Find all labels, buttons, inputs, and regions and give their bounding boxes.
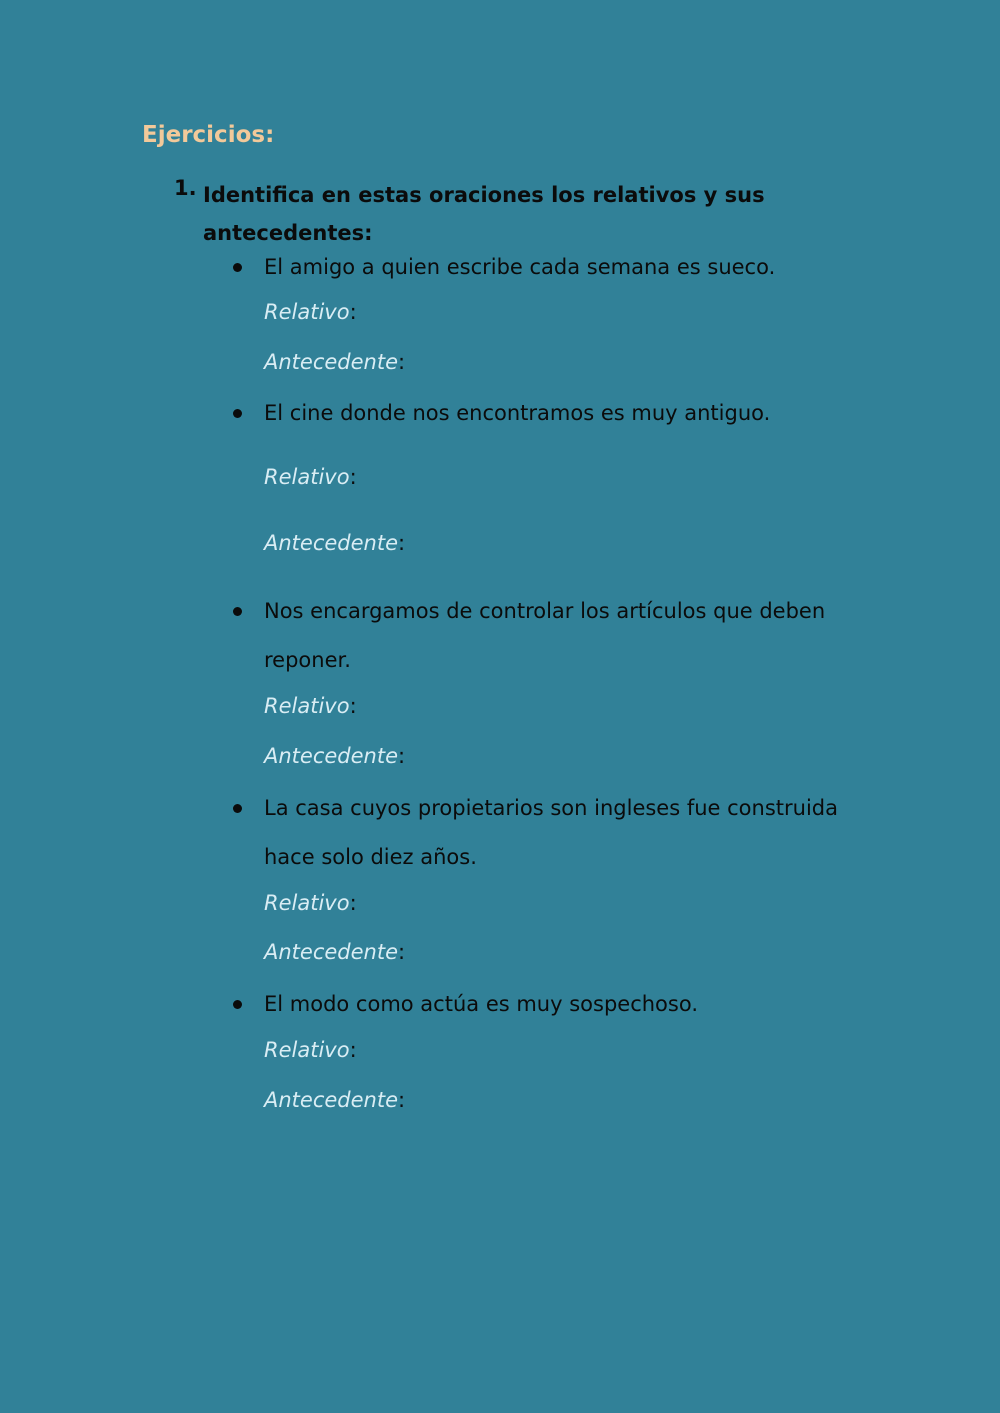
antecedente-field-4[interactable]: Antecedente: (264, 940, 406, 964)
antecedente-field-1[interactable]: Antecedente: (264, 350, 406, 374)
relativo-field-5[interactable]: Relativo: (264, 1038, 357, 1062)
antecedente-label: Antecedente (264, 1088, 399, 1112)
bullet-icon (233, 804, 242, 813)
relativo-label: Relativo (264, 465, 350, 489)
relativo-label: Relativo (264, 300, 350, 324)
sentence-4: La casa cuyos propietarios son ingleses fue construida hace solo diez años. (264, 796, 838, 869)
exercises-heading: Ejercicios: (142, 122, 275, 148)
antecedente-label: Antecedente (264, 940, 399, 964)
antecedente-label: Antecedente (264, 531, 399, 555)
relativo-label: Relativo (264, 1038, 350, 1062)
relativo-field-4[interactable]: Relativo: (264, 891, 357, 915)
bullet-icon (233, 1000, 242, 1009)
sentence-3: Nos encargamos de controlar los artículos que deben reponer. (264, 599, 826, 672)
antecedente-label: Antecedente (264, 350, 399, 374)
question-text: Identifica en estas oraciones los relativos y sus antecedentes: (203, 183, 765, 245)
sentence-2: El cine donde nos encontramos es muy antiguo. (264, 401, 771, 425)
relativo-field-2[interactable]: Relativo: (264, 465, 357, 489)
relativo-label: Relativo (264, 891, 350, 915)
antecedente-field-2[interactable]: Antecedente: (264, 531, 406, 555)
relativo-label: Relativo (264, 694, 350, 718)
relativo-field-3[interactable]: Relativo: (264, 694, 357, 718)
bullet-icon (233, 263, 242, 272)
antecedente-label: Antecedente (264, 744, 399, 768)
relativo-field-1[interactable]: Relativo: (264, 300, 357, 324)
antecedente-field-3[interactable]: Antecedente: (264, 744, 406, 768)
sentence-1: El amigo a quien escribe cada semana es sueco. (264, 255, 776, 279)
antecedente-field-5[interactable]: Antecedente: (264, 1088, 406, 1112)
bullet-icon (233, 409, 242, 418)
bullet-icon (233, 607, 242, 616)
question-number: 1. (174, 176, 197, 200)
sentence-5: El modo como actúa es muy sospechoso. (264, 992, 698, 1016)
